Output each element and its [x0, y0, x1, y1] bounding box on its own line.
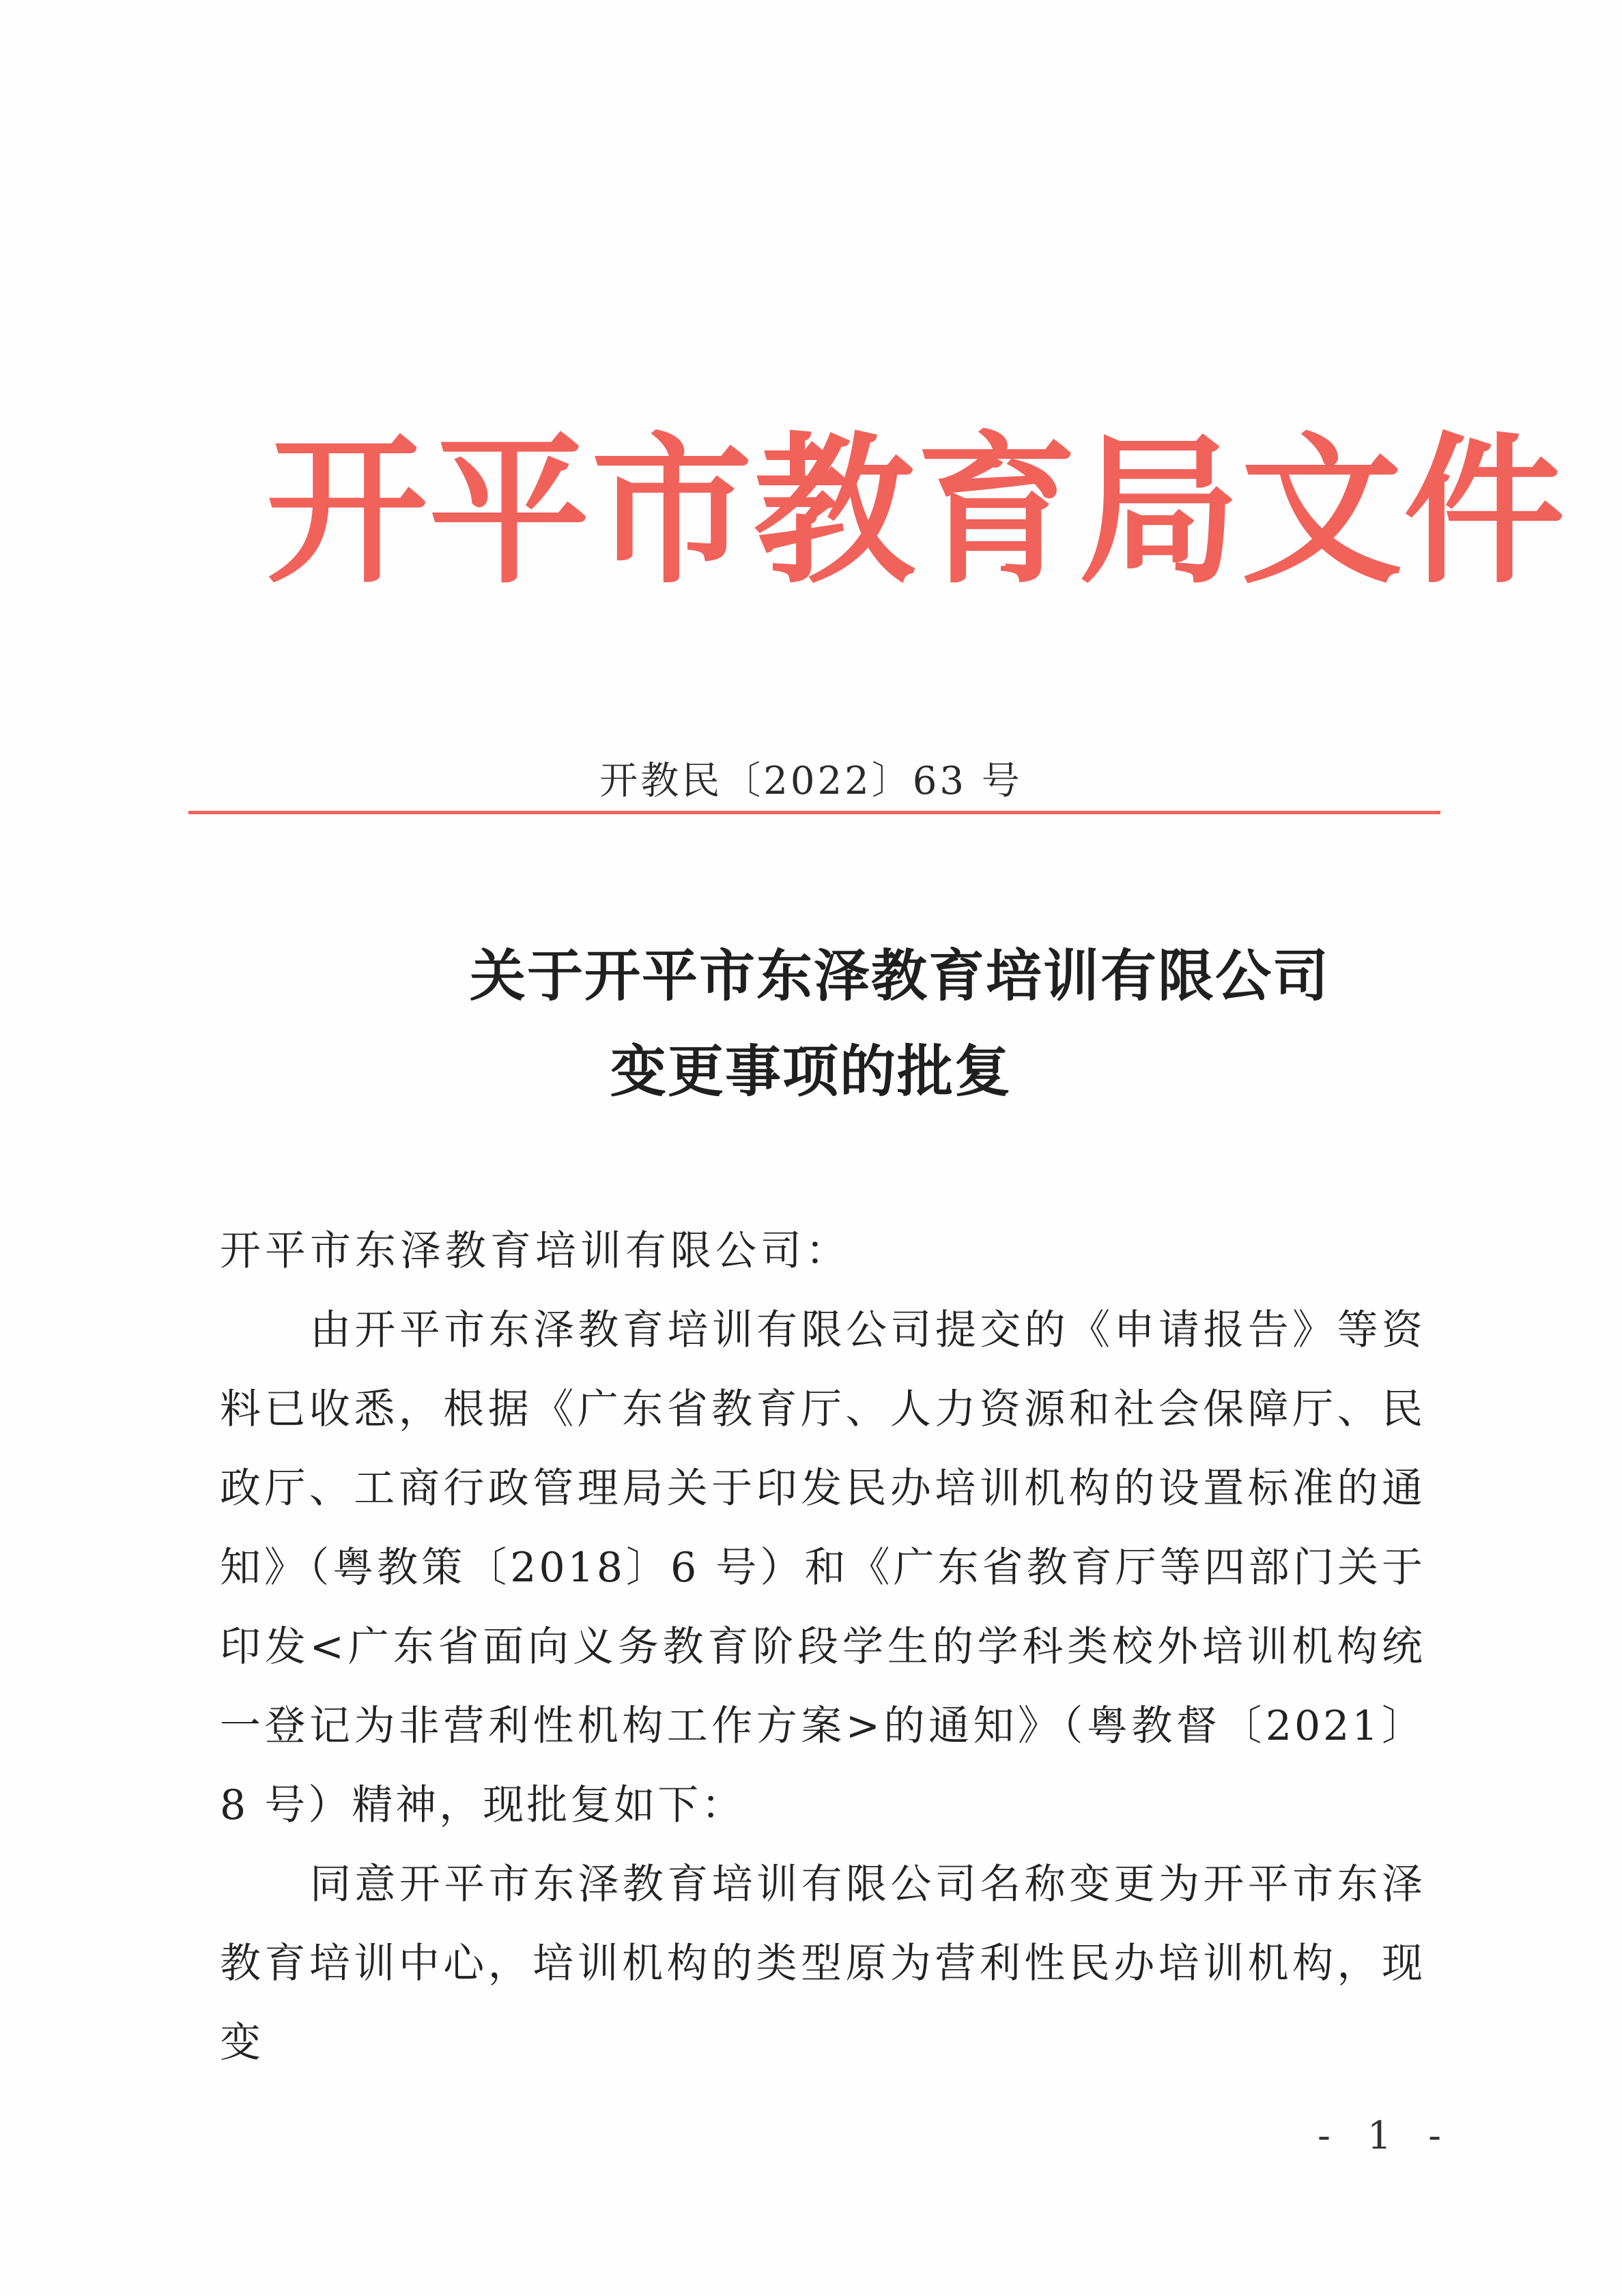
document-title-line-2: 变更事项的批复: [610, 1039, 1012, 1104]
document-number: 开教民〔2022〕63 号: [599, 759, 1023, 803]
salutation: 开平市东泽教育培训有限公司：: [220, 1227, 851, 1275]
document-body: [220, 1211, 1425, 2082]
document-title-line-1: 关于开平市东泽教育培训有限公司: [469, 943, 1330, 1009]
issuing-authority-header: 开平市教育局文件: [266, 418, 1567, 605]
red-separator-line: [188, 811, 1440, 814]
body-paragraph-1: 由开平市东泽教育培训有限公司提交的《申请报告》等资料已收悉，根据《广东省教育厅、人力资源和社会保障厅、民政厅、工商行政管理局关于印发民办培训机构的设置标准的通知》（粤教策〔2018〕6 号）和《广东省教育厅等四部门关于印发<广东省面向义务教育阶段学生的学科类校外培训机构统一登记为非营利性机构工作方案>的通知》（粤教督〔2021〕8 号）精神，现批复如下：: [220, 1306, 1425, 1829]
page-number: - 1 -: [1318, 2114, 1454, 2158]
body-paragraph-2: 同意开平市东泽教育培训有限公司名称变更为开平市东泽教育培训中心，培训机构的类型原为营利性民办培训机构，现变: [220, 1861, 1425, 2067]
